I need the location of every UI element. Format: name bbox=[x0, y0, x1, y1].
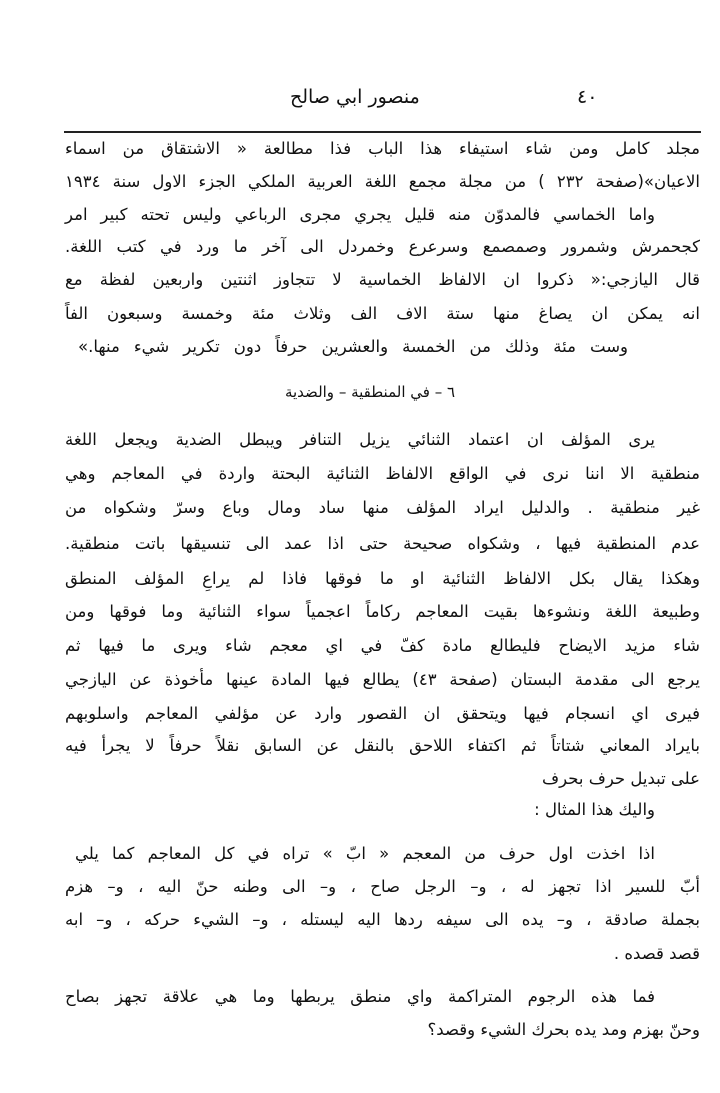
text-line: عدم المنطقية فيها ، وشكواه صحيحة حتى اذا عمد الى تنسيقها باتت منطقية. bbox=[65, 534, 700, 553]
text-line: قصد قصده . bbox=[613, 944, 700, 963]
text-line: الاعيان»(صفحة ٢٣٢ ) من مجلة مجمع اللغة العربية الملكي الجزء الاول سنة ١٩٣٤ bbox=[65, 172, 700, 191]
text-line: أبّ للسير اذا تجهز له ، و– الرجل صاح ، و– الى وطنه حنّ اليه ، و– هزم bbox=[65, 877, 700, 896]
text-line: انه يمكن ان يصاغ منها ستة الاف الف وثلاث مئة وخمسة وسبعون الفاً bbox=[65, 304, 700, 323]
text-line: واما الخماسي فالمدوّن منه قليل يجري مجرى الرباعي وليس تحته كبير امر bbox=[65, 205, 655, 224]
text-line: شاء مزيد الايضاح فليطالع مادة كفّ في اي معجم شاء ويرى ما فيها ثم bbox=[65, 636, 700, 655]
running-title: منصور ابي صالح bbox=[290, 86, 420, 108]
text-line: وهكذا يقال بكل الالفاظ الثنائية او ما فوقها فاذا لم يراعِ المؤلف المنطق bbox=[65, 569, 700, 588]
text-line: يرى المؤلف ان اعتماد الثنائي يزيل التنافر ويبطل الضدية ويجعل اللغة bbox=[65, 430, 655, 449]
text-line: واليك هذا المثال : bbox=[534, 800, 655, 819]
page-number: ٤٠ bbox=[577, 86, 598, 108]
text-line: كجحمرش وشمرور وصمصمع وسرعرع وخمردل الى آخر ما ورد في كتب اللغة. bbox=[65, 237, 700, 256]
text-line: فيرى اي انسجام فيها ويتحقق ان القصور وارد عن مؤلفي المعاجم واسلوبهم bbox=[65, 704, 700, 723]
text-line: غير منطقية . والدليل ايراد المؤلف منها ساد ومال وباع وسرّ وشكواه من bbox=[65, 498, 700, 517]
text-line: يرجع الى مقدمة البستان (صفحة ٤٣) يطالع فيها المادة عينها مأخوذة عن اليازجي bbox=[65, 670, 700, 689]
text-line: قال اليازجي:« ذكروا ان الالفاظ الخماسية لا تتجاوز اثنتين واربعين لفظة مع bbox=[65, 270, 700, 289]
text-line: مجلد كامل ومن شاء استيفاء هذا الباب فذا مطالعة « الاشتقاق من اسماء bbox=[65, 139, 700, 158]
text-line: منطقية الا اننا نرى في الواقع الالفاظ الثنائية البحتة واردة في المعاجم وهي bbox=[65, 464, 700, 483]
text-line: على تبديل حرف بحرف bbox=[542, 769, 700, 788]
text-line: وحنّ بهزم ومد يده بحرك الشيء وقصد؟ bbox=[427, 1020, 700, 1039]
text-line: فما هذه الرجوم المتراكمة واي منطق يربطها وما هي علاقة تجهز بصاح bbox=[65, 987, 655, 1006]
text-line: وست مئة وذلك من الخمسة والعشرين حرفاً دون تكرير شيء منها.» bbox=[78, 337, 628, 356]
text-line: بجملة صادقة ، و– يده الى سيفه ردها اليه ليستله ، و– الشيء حركه ، و– ابه bbox=[65, 910, 700, 929]
text-line: اذا اخذت اول حرف من المعجم « ابّ » تراه في كل المعاجم كما يلي bbox=[75, 844, 655, 863]
text-line: بايراد المعاني شتاتاً ثم اكتفاء اللاحق بالنقل عن السابق نقلاً حرفاً لا يجرأ فيه bbox=[65, 736, 700, 755]
text-line: وطبيعة اللغة ونشوءها بقيت المعاجم ركاماً اعجمياً سواء الثنائية وما فوقها ومن bbox=[65, 602, 700, 621]
section-heading: ٦ – في المنطقية – والضدية bbox=[284, 383, 456, 401]
header-rule bbox=[64, 131, 701, 133]
